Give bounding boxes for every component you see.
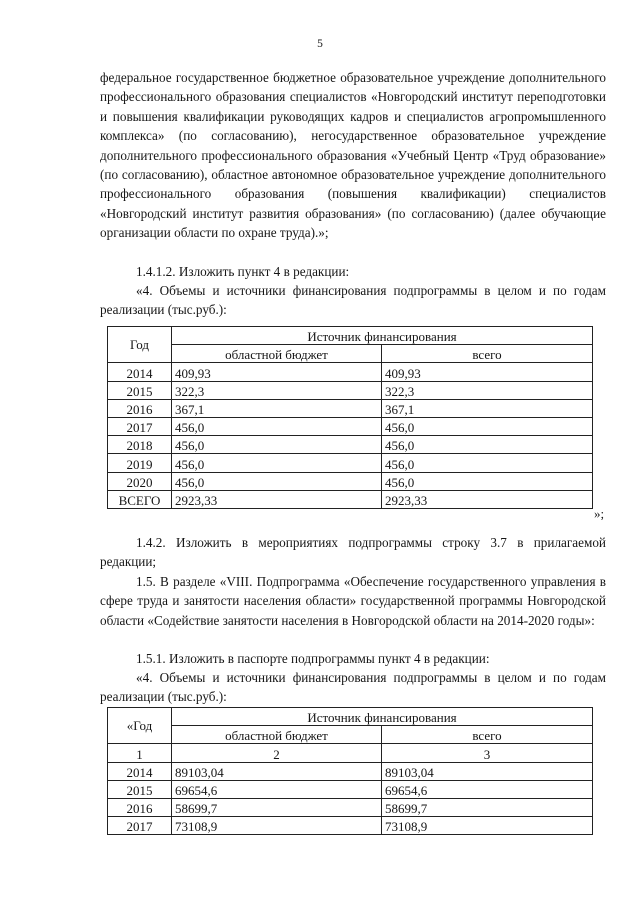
year-cell: 2019 xyxy=(108,454,172,472)
regional-cell: 58699,7 xyxy=(172,798,382,816)
table-row xyxy=(108,762,593,780)
financing-table-2 xyxy=(107,707,593,835)
total-cell: 2923,33 xyxy=(382,490,593,508)
table-row xyxy=(108,363,593,381)
paragraph-1-5-1: 1.5.1. Изложить в паспорте подпрограммы пункт 4 в редакции: xyxy=(136,651,490,666)
table-header-row xyxy=(108,345,593,363)
col-year-header: Год xyxy=(108,327,172,363)
year-cell: 2020 xyxy=(108,472,172,490)
table-row xyxy=(108,454,593,472)
regional-cell: 456,0 xyxy=(172,417,382,435)
table-total-row xyxy=(108,490,593,508)
table-row xyxy=(108,417,593,435)
paragraph-1-4-2: 1.4.2. Изложить в мероприятиях подпрограммы строку 3.7 в прилагаемой редакции; xyxy=(100,535,606,570)
table-row xyxy=(108,817,593,835)
regional-cell: 409,93 xyxy=(172,363,382,381)
year-cell: 2018 xyxy=(108,436,172,454)
regional-cell: 2923,33 xyxy=(172,490,382,508)
regional-cell: 73108,9 xyxy=(172,817,382,835)
total-cell: 73108,9 xyxy=(382,817,593,835)
total-cell: 456,0 xyxy=(382,436,593,454)
table-number-row xyxy=(108,744,593,762)
col-group-header: Источник финансирования xyxy=(172,708,593,726)
table-header-row xyxy=(108,726,593,744)
regional-cell: 89103,04 xyxy=(172,762,382,780)
total-cell: 456,0 xyxy=(382,454,593,472)
total-cell: 89103,04 xyxy=(382,762,593,780)
col-regional-header: областной бюджет xyxy=(172,345,382,363)
regional-cell: 69654,6 xyxy=(172,780,382,798)
table-header-row xyxy=(108,327,593,345)
year-cell: 2016 xyxy=(108,798,172,816)
regional-cell: 456,0 xyxy=(172,472,382,490)
col-number: 1 xyxy=(108,744,172,762)
paragraph-volumes-2: «4. Объемы и источники финансирования подпрограммы в целом и по годам реализации (тыс.руб.): xyxy=(100,670,606,705)
paragraph-volumes-1: «4. Объемы и источники финансирования подпрограммы в целом и по годам реализации (тыс.руб.): xyxy=(100,283,606,318)
regional-cell: 367,1 xyxy=(172,399,382,417)
total-cell: 367,1 xyxy=(382,399,593,417)
col-number: 3 xyxy=(382,744,593,762)
paragraph-1-5: 1.5. В разделе «VIII. Подпрограмма «Обеспечение государственного управления в сфере труда и занятости населения области» государственной программы Новгородской области «Содействие занятости населения в Новгородской области на 2014-2020 годы»: xyxy=(100,574,606,628)
year-cell: 2015 xyxy=(108,780,172,798)
col-total-header: всего xyxy=(382,726,593,744)
paragraph-1-4-1-2: 1.4.1.2. Изложить пункт 4 в редакции: xyxy=(136,264,350,279)
total-cell: 456,0 xyxy=(382,417,593,435)
page-number: 5 xyxy=(317,38,323,50)
year-cell: 2014 xyxy=(108,762,172,780)
col-total-header: всего xyxy=(382,345,593,363)
total-cell: 456,0 xyxy=(382,472,593,490)
regional-cell: 456,0 xyxy=(172,454,382,472)
year-cell: 2015 xyxy=(108,381,172,399)
table-row xyxy=(108,780,593,798)
total-cell: 58699,7 xyxy=(382,798,593,816)
col-regional-header: областной бюджет xyxy=(172,726,382,744)
table-row xyxy=(108,436,593,454)
table-row xyxy=(108,472,593,490)
col-number: 2 xyxy=(172,744,382,762)
year-cell: 2016 xyxy=(108,399,172,417)
total-cell: 69654,6 xyxy=(382,780,593,798)
year-cell: ВСЕГО xyxy=(108,490,172,508)
table-closing-quote: »; xyxy=(594,506,605,521)
table-row xyxy=(108,381,593,399)
financing-table-1 xyxy=(107,326,593,509)
regional-cell: 456,0 xyxy=(172,436,382,454)
total-cell: 409,93 xyxy=(382,363,593,381)
year-cell: 2017 xyxy=(108,417,172,435)
year-cell: 2014 xyxy=(108,363,172,381)
regional-cell: 322,3 xyxy=(172,381,382,399)
col-group-header: Источник финансирования xyxy=(172,327,593,345)
col-year-header: «Год xyxy=(108,708,172,744)
total-cell: 322,3 xyxy=(382,381,593,399)
paragraph-training-orgs: федеральное государственное бюджетное образовательное учреждение дополнительного профессионального образования специалистов «Новгородский институт переподготовки и повышения квалификации руководящих кадров и специалистов агропромышленного комплекса» (по согласованию), негосударственное образовательное учреждение дополнительного профессионального образования «Учебный Центр «Труд образование» (по согласованию), областное автономное образовательное учреждение дополнительного профессионального образования (повышения квалификации) специалистов «Новгородский институт развития образования» (по согласованию) (далее обучающие организации области по охране труда).»; xyxy=(100,70,606,241)
table-row xyxy=(108,399,593,417)
year-cell: 2017 xyxy=(108,817,172,835)
table-row xyxy=(108,798,593,816)
table-header-row xyxy=(108,708,593,726)
